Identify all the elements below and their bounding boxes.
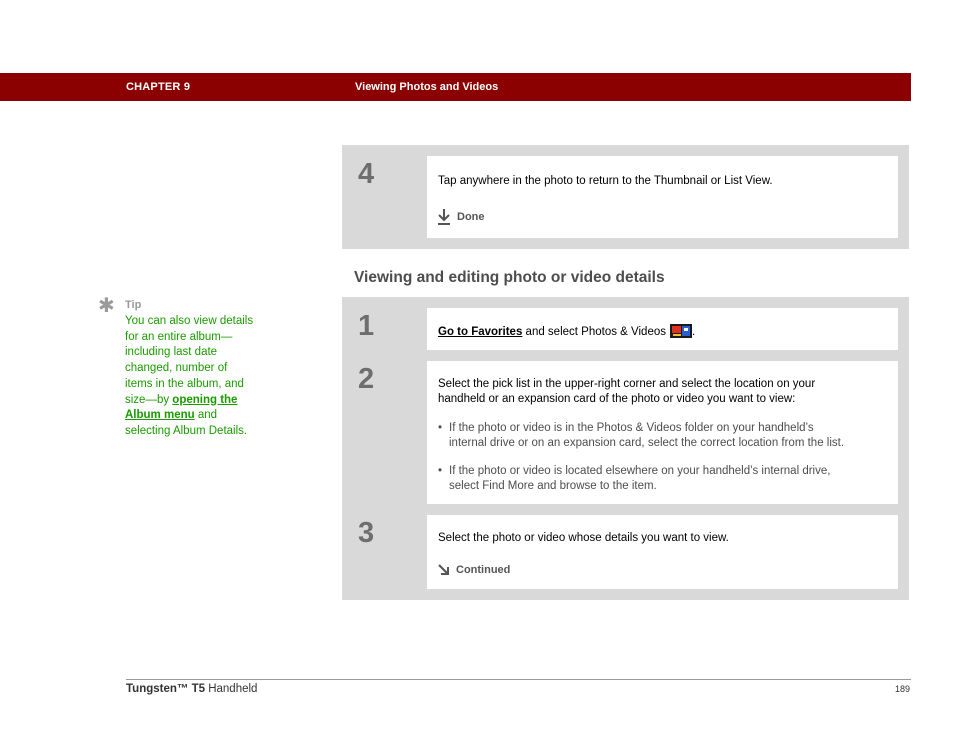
step-2 (353, 361, 898, 504)
tip-line: for an entire album— (125, 330, 233, 343)
step-group-bottom (342, 297, 909, 600)
bullet-item: • If the photo or video is in the Photos & Videos folder on your handheld’s internal drive or on an expansion card, select the correct location from the list. (438, 422, 845, 449)
step-body (427, 515, 898, 589)
tip-line: items in the album, and (125, 377, 244, 390)
chapter-title: Viewing Photos and Videos (355, 81, 499, 93)
step-body (427, 156, 898, 238)
step-1 (353, 308, 898, 350)
step-text: Go to Favorites and select Photos & Videos . (438, 326, 696, 338)
step-number: 4 (353, 156, 427, 238)
continued-indicator (437, 563, 510, 576)
tip-line: changed, number of (125, 362, 228, 375)
bullet-item: • If the photo or video is located elsewhere on your handheld’s internal drive, select Find More and browse to the item. (438, 465, 831, 492)
step-body (427, 308, 898, 350)
step-number: 2 (353, 361, 427, 504)
step-group-top (342, 145, 909, 249)
done-label: Done (457, 210, 485, 223)
footer-product: Tungsten™ T5 Handheld (126, 683, 258, 695)
tip-line: selecting Album Details. (125, 424, 248, 437)
continued-label: Continued (456, 563, 511, 576)
tip-line: including last date (125, 346, 218, 359)
chapter-header-bar (0, 73, 911, 101)
tip-label: Tip (125, 299, 142, 311)
arrow-down-icon (437, 208, 451, 225)
opening-album-menu-link[interactable]: opening the (172, 393, 238, 406)
page-number: 189 (895, 684, 911, 694)
album-menu-link[interactable]: Album menu (125, 409, 195, 422)
step-text: Tap anywhere in the photo to return to the Thumbnail or List View. (438, 175, 773, 187)
tip-text (125, 314, 275, 440)
photos-videos-icon (670, 324, 692, 338)
asterisk-icon: ✱ (98, 295, 115, 317)
step-number: 3 (353, 515, 427, 589)
tip-line: size—by opening the (125, 393, 238, 406)
done-indicator (437, 208, 485, 225)
tip-line: You can also view details (125, 315, 254, 327)
chapter-label: CHAPTER 9 (126, 81, 191, 93)
footer-divider (126, 679, 911, 680)
step-text: Select the photo or video whose details you want to view. (438, 532, 729, 544)
step-4 (353, 156, 898, 238)
step-3 (353, 515, 898, 589)
arrow-down-right-icon (437, 563, 450, 576)
step-body (427, 361, 898, 504)
go-to-favorites-link[interactable]: Go to Favorites (438, 326, 523, 338)
step-text: Select the pick list in the upper-right corner and select the location on your handheld or an expansion card of the photo or video you want to view: (438, 378, 816, 405)
section-heading: Viewing and editing photo or video details (354, 269, 665, 286)
tip-line: Album menu and (125, 409, 218, 422)
step-number: 1 (353, 308, 427, 350)
